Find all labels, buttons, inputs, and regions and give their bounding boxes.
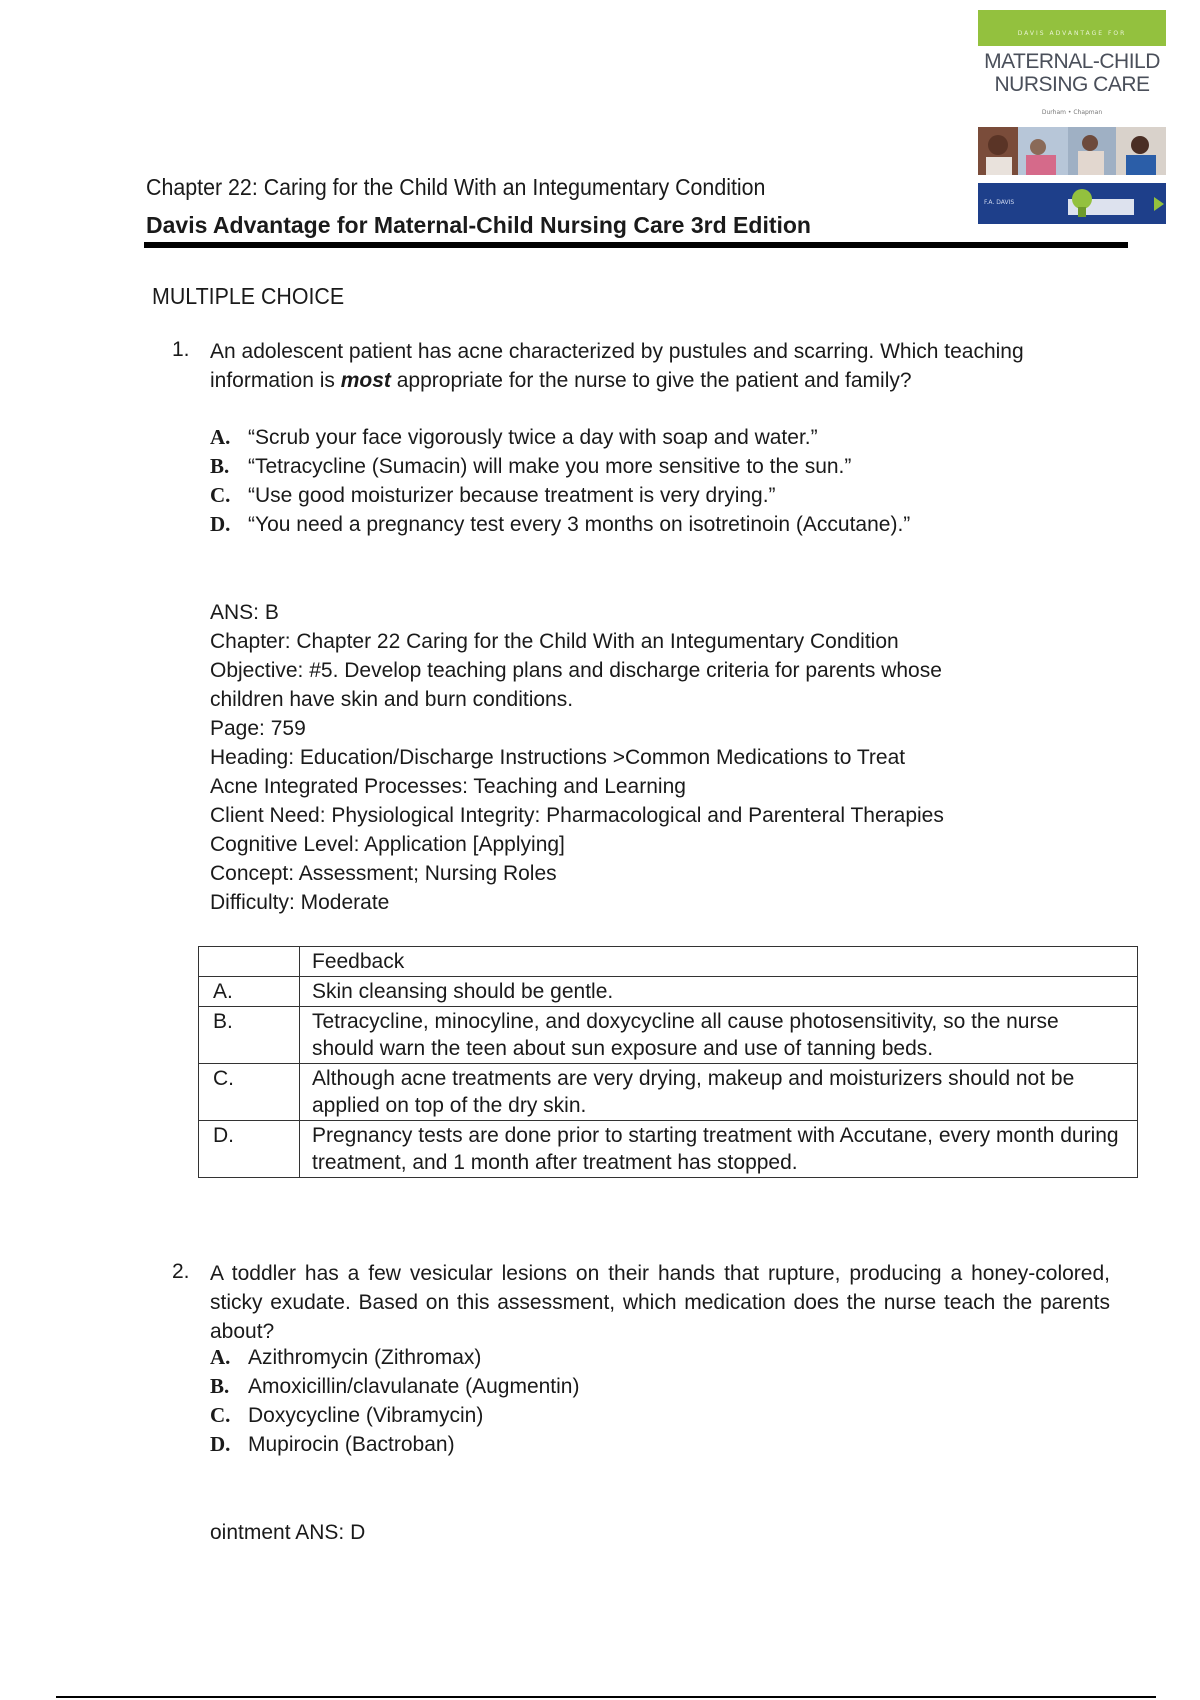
question-2-number: 2. <box>172 1260 190 1283</box>
meta-cognitive-level: Cognitive Level: Application [Applying] <box>210 833 565 856</box>
question-1-stem <box>210 337 1055 395</box>
question-1-option-d <box>210 512 910 537</box>
meta-difficulty: Difficulty: Moderate <box>210 891 390 914</box>
question-2-option-c <box>210 1403 483 1428</box>
question-1-option-c <box>210 483 776 508</box>
table-cell-letter: D. <box>199 1121 300 1178</box>
footer-divider <box>56 1696 1156 1698</box>
meta-chapter: Chapter: Chapter 22 Caring for the Child With an Integumentary Condition <box>210 630 899 653</box>
option-letter: D. <box>210 512 231 536</box>
cover-arrow-icon <box>1154 197 1164 211</box>
question-1-stem-part2: appropriate for the nurse to give the patient and family? <box>390 369 912 392</box>
table-header-row <box>199 947 1138 977</box>
meta-client-need: Client Need: Physiological Integrity: Pharmacological and Parenteral Therapies <box>210 804 944 827</box>
table-cell-letter: A. <box>199 977 300 1007</box>
option-letter: B. <box>210 1374 230 1398</box>
cover-series-label: DAVIS ADVANTAGE FOR <box>1017 30 1127 37</box>
option-letter: C. <box>210 1403 231 1427</box>
book-cover-image <box>978 10 1166 226</box>
meta-page: Page: 759 <box>210 717 306 740</box>
option-text: Doxycycline (Vibramycin) <box>248 1404 484 1427</box>
option-text: “Scrub your face vigorously twice a day with soap and water.” <box>248 426 818 449</box>
feedback-table <box>198 946 1138 1178</box>
cover-lightbulb-logo <box>1066 187 1136 221</box>
table-header-feedback: Feedback <box>300 947 1138 977</box>
question-2-option-b <box>210 1374 579 1399</box>
table-cell-feedback: Skin cleansing should be gentle. <box>300 977 1138 1007</box>
cover-publisher: F.A. DAVIS <box>984 199 1015 206</box>
question-1-option-b <box>210 454 851 479</box>
section-heading: MULTIPLE CHOICE <box>152 283 345 309</box>
header-divider <box>144 242 1128 248</box>
table-cell-feedback: Tetracycline, minocyline, and doxycycline all cause photosensitivity, so the nurse should warn the teen about sun exposure and use of tanning beds. <box>300 1007 1138 1064</box>
cover-title-line1: MATERNAL-CHILD <box>984 50 1160 73</box>
cover-blue-band <box>978 183 1166 224</box>
table-row <box>199 1007 1138 1064</box>
table-header-cell-blank <box>199 947 300 977</box>
question-1-option-a <box>210 425 818 450</box>
question-1-stem-emphasis: most <box>340 369 391 392</box>
option-text: “You need a pregnancy test every 3 months on isotretinoin (Accutane).” <box>248 513 911 536</box>
question-2-answer: ointment ANS: D <box>210 1521 366 1544</box>
cover-photo-strip <box>978 127 1166 175</box>
table-row <box>199 1121 1138 1178</box>
option-text: “Tetracycline (Sumacin) will make you more sensitive to the sun.” <box>248 455 852 478</box>
cover-title-line2: NURSING CARE <box>994 73 1150 96</box>
option-letter: A. <box>210 1345 231 1369</box>
cover-authors: Durham • Chapman <box>1041 109 1103 116</box>
option-text: Amoxicillin/clavulanate (Augmentin) <box>248 1375 580 1398</box>
meta-heading-line2: Acne Integrated Processes: Teaching and Learning <box>210 775 686 798</box>
table-cell-feedback: Although acne treatments are very drying, makeup and moisturizers should not be applied on top of the dry skin. <box>300 1064 1138 1121</box>
option-text: Azithromycin (Zithromax) <box>248 1346 482 1369</box>
option-text: “Use good moisturizer because treatment is very drying.” <box>248 484 776 507</box>
table-cell-letter: B. <box>199 1007 300 1064</box>
question-1-number: 1. <box>172 338 190 361</box>
chapter-title: Chapter 22: Caring for the Child With an Integumentary Condition <box>146 174 766 200</box>
option-letter: A. <box>210 425 231 449</box>
table-cell-feedback: Pregnancy tests are done prior to starting treatment with Accutane, every month during treatment, and 1 month after treatment has stopped. <box>300 1121 1138 1178</box>
meta-objective-line2: children have skin and burn conditions. <box>210 688 574 711</box>
question-2-stem: A toddler has a few vesicular lesions on their hands that rupture, producing a honey-colored, sticky exudate. Based on this assessment, which medication does the nurse teach the parents about? <box>210 1262 1110 1343</box>
option-letter: C. <box>210 483 231 507</box>
answer-label: ANS: B <box>210 601 279 624</box>
book-title: Davis Advantage for Maternal-Child Nursing Care 3rd Edition <box>146 212 811 238</box>
meta-objective-line1: Objective: #5. Develop teaching plans and discharge criteria for parents whose <box>210 659 942 682</box>
cover-green-band <box>978 10 1166 46</box>
question-2-option-a <box>210 1345 481 1370</box>
table-cell-letter: C. <box>199 1064 300 1121</box>
table-row <box>199 1064 1138 1121</box>
option-letter: D. <box>210 1432 231 1456</box>
table-row <box>199 977 1138 1007</box>
meta-concept: Concept: Assessment; Nursing Roles <box>210 862 557 885</box>
option-text: Mupirocin (Bactroban) <box>248 1433 455 1456</box>
question-1-stem-part1: An adolescent patient has acne characterized by pustules and scarring. Which teaching information is <box>210 340 1024 392</box>
meta-heading-line1: Heading: Education/Discharge Instructions >Common Medications to Treat <box>210 746 906 769</box>
option-letter: B. <box>210 454 230 478</box>
question-2-option-d <box>210 1432 455 1457</box>
